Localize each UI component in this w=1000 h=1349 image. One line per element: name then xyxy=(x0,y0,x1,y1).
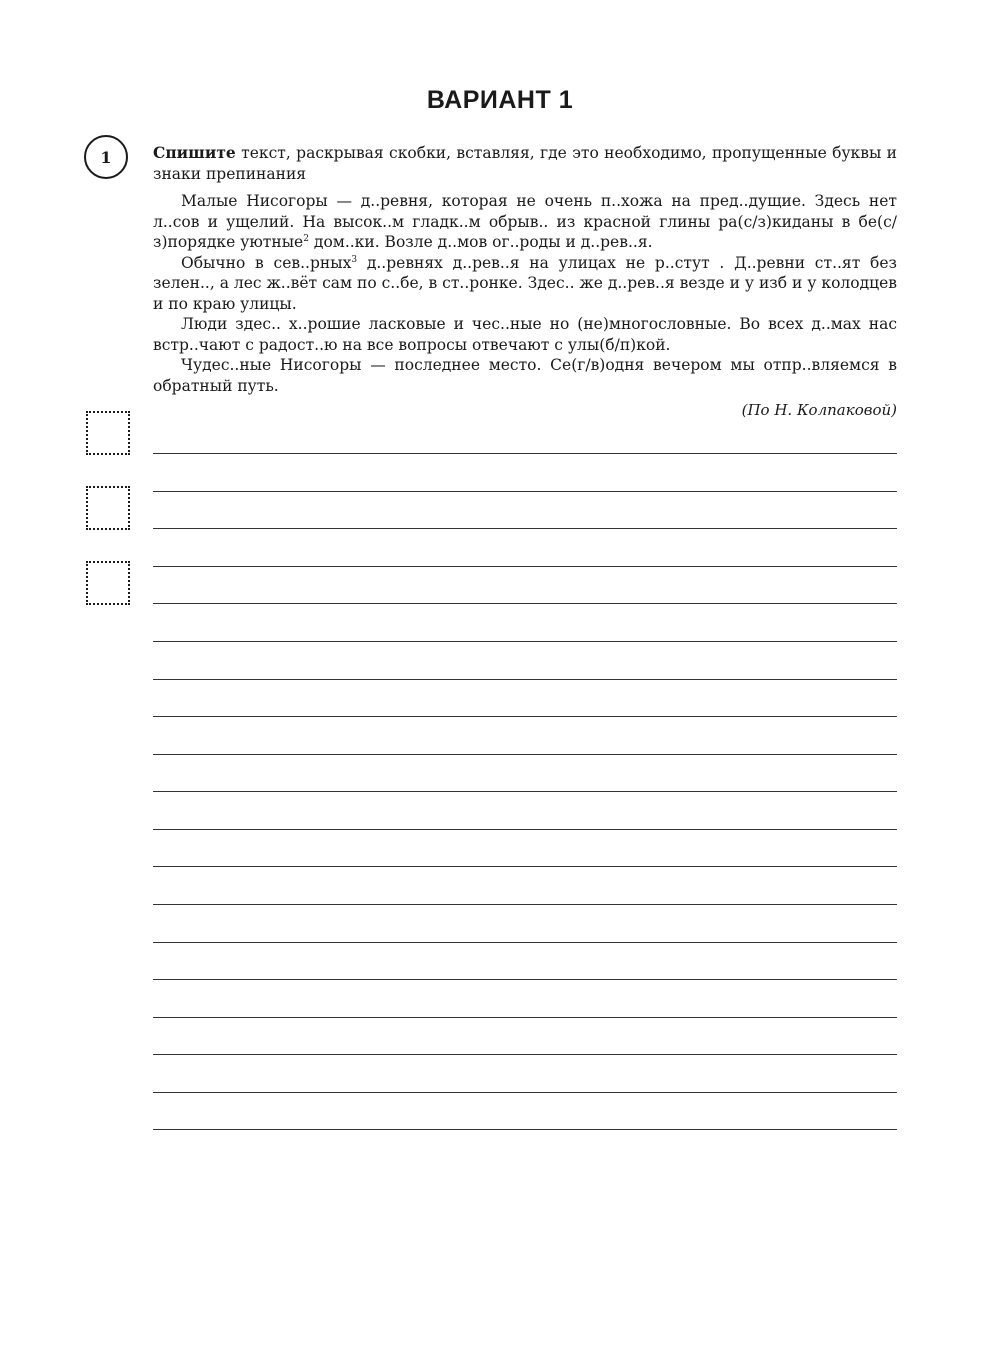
paragraph-4: Чудес..ные Нисогоры — последнее место. Се(г/в)одня вечером мы отпр..вляемся в обратный путь. xyxy=(153,356,897,395)
paragraph-1 xyxy=(153,191,897,253)
answer-line[interactable] xyxy=(153,641,897,642)
answer-line[interactable] xyxy=(153,942,897,943)
page-title: ВАРИАНТ 1 xyxy=(426,86,574,114)
answer-line[interactable] xyxy=(153,754,897,755)
instruction-text: текст, раскрывая скобки, вставляя, где это необходимо, пропущенные буквы и знаки препинания xyxy=(153,144,897,183)
exercise-text xyxy=(153,191,897,396)
answer-line[interactable] xyxy=(153,679,897,680)
answer-line[interactable] xyxy=(153,791,897,792)
answer-line[interactable] xyxy=(153,829,897,830)
answer-line[interactable] xyxy=(153,491,897,492)
answer-line[interactable] xyxy=(153,1092,897,1093)
task-instruction xyxy=(153,143,897,184)
answer-line[interactable] xyxy=(153,979,897,980)
paragraph-3: Люди здес.. х..рошие ласковые и чес..ные но (не)многословные. Во всех д..мах нас встр..чают с радост..ю на все вопросы отвечают с улы(б/п)кой. xyxy=(153,315,897,354)
score-box-1[interactable] xyxy=(86,411,130,455)
score-box-2[interactable] xyxy=(86,486,130,530)
paragraph-1-part-b: дом..ки. Возле д..мов ог..роды и д..рев..я. xyxy=(308,233,653,251)
paragraph-1-part-a: Малые Нисогоры — д..ревня, которая не очень п..хожа на пред..дущие. Здесь нет л..сов и ущелий. На высок..м гладк..м обрыв.. из красной глины ра(с/з)киданы в бе(с/з)порядке уютные xyxy=(153,192,897,251)
score-box-3[interactable] xyxy=(86,561,130,605)
answer-line[interactable] xyxy=(153,453,897,454)
footnote-mark-2: 2 xyxy=(303,233,309,244)
answer-line[interactable] xyxy=(153,603,897,604)
author-attribution: (По Н. Колпаковой) xyxy=(741,401,897,419)
answer-line[interactable] xyxy=(153,1054,897,1055)
answer-line[interactable] xyxy=(153,904,897,905)
answer-line[interactable] xyxy=(153,866,897,867)
instruction-bold: Спишите xyxy=(153,143,236,162)
paragraph-2 xyxy=(153,253,897,315)
answer-line[interactable] xyxy=(153,528,897,529)
answer-line[interactable] xyxy=(153,1129,897,1130)
answer-line[interactable] xyxy=(153,566,897,567)
answer-line[interactable] xyxy=(153,716,897,717)
paragraph-2-part-a: Обычно в сев..рных xyxy=(181,253,352,272)
paragraph-2-part-b: д..ревнях д..рев..я на улицах не р..стут . Д..ревни ст..ят без зелен.., а лес ж..вёт сам по с..бе, в ст..ронке. Здес.. же д..рев..я везде и у изб и у колодцев и по краю улицы. xyxy=(153,253,898,313)
footnote-mark-3: 3 xyxy=(351,254,358,265)
task-number-badge: 1 xyxy=(84,135,128,179)
answer-line[interactable] xyxy=(153,1017,897,1018)
